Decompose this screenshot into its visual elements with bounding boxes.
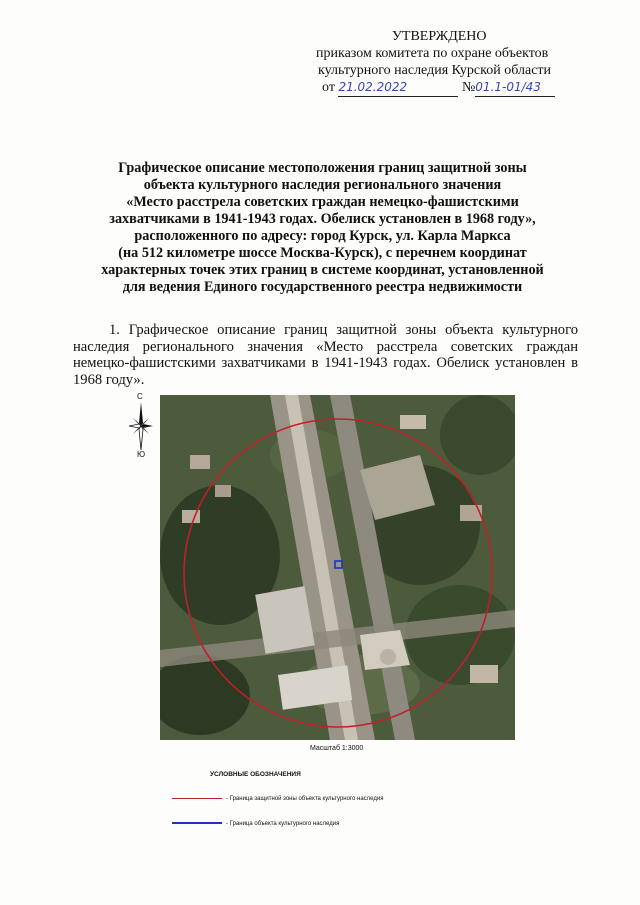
- date-prefix: от: [322, 80, 335, 95]
- red-line-swatch: [172, 798, 222, 799]
- heading-line: захватчиками в 1941-1943 годах. Обелиск установлен в 1968 году»,: [109, 211, 536, 227]
- legend-label: - Граница объекта культурного наследия: [226, 821, 340, 827]
- heading-line: Графическое описание местоположения границ защитной зоны: [118, 160, 527, 176]
- document-heading: [80, 160, 565, 296]
- compass-star-icon: [128, 392, 154, 458]
- heading-line: расположенного по адресу: город Курск, ул. Карла Маркса: [134, 228, 511, 244]
- heading-line: для ведения Единого государственного реестра недвижимости: [122, 279, 523, 295]
- number-prefix: №: [461, 80, 476, 95]
- legend-title: УСЛОВНЫЕ ОБОЗНАЧЕНИЯ: [210, 771, 301, 778]
- handwritten-date: 21.02.2022: [338, 80, 408, 94]
- map-drawing: [160, 395, 515, 740]
- heading-line: (на 512 километре шоссе Москва-Курск), с перечнем координат: [118, 245, 527, 261]
- heading-line: «Место расстрела советских граждан немецко-фашистскими: [126, 194, 519, 210]
- approval-title: УТВЕРЖДЕНО: [392, 29, 487, 44]
- heading-line: характерных точек этих границ в системе координат, установленной: [101, 262, 544, 278]
- blue-line-swatch: [172, 822, 222, 824]
- legend-item-zone: [172, 796, 383, 802]
- date-field: [338, 79, 458, 97]
- legend-item-object: [172, 821, 339, 827]
- heading-line: объекта культурного наследия регионального значения: [143, 177, 502, 193]
- approval-line-1: приказом комитета по охране объектов: [316, 46, 549, 61]
- legend-label: - Граница защитной зоны объекта культурного наследия: [226, 796, 384, 802]
- satellite-map: [160, 395, 515, 740]
- handwritten-number: 01.1-01/43: [475, 80, 541, 94]
- approval-line-2: культурного наследия Курской области: [318, 63, 552, 78]
- map-scale: Масштаб 1:3000: [310, 745, 364, 752]
- approval-date-number-line: [322, 79, 555, 97]
- compass-north-label: С: [137, 392, 143, 401]
- compass-south-label: Ю: [137, 450, 146, 459]
- number-field: [475, 79, 555, 97]
- paragraph-text: 1. Графическое описание границ защитной зоны объекта культурного наследия регионального значения «Место расстрела советских граждан немецко-фашистскими захватчиками в 1941-1943 годах. Обелиск установлен в 1968 году».: [73, 322, 578, 388]
- compass-rose: [128, 392, 154, 458]
- section-paragraph: [73, 322, 578, 388]
